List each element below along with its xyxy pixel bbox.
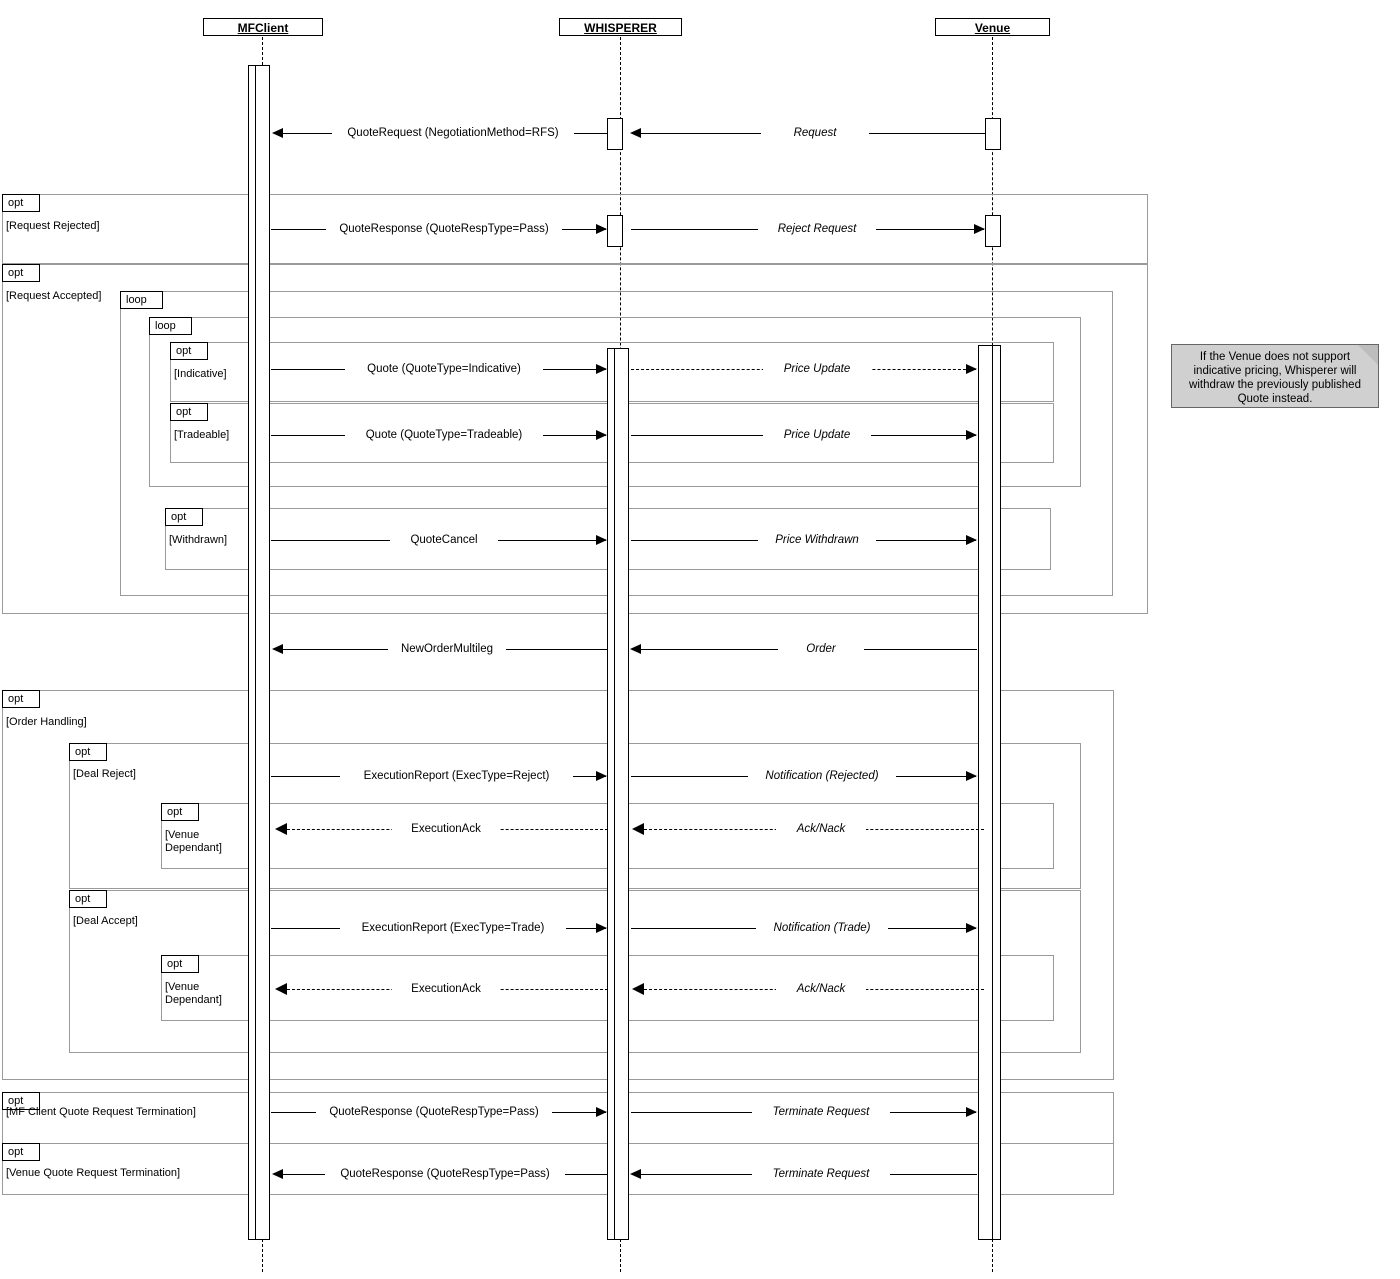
fragment-loop-inner-operator: loop	[149, 317, 192, 335]
message-label-notification-rejected: Notification (Rejected)	[748, 770, 896, 783]
message-arrow-acknack-reject	[632, 823, 644, 835]
message-arrow-quoteresponse-reject	[596, 224, 607, 234]
diagram-note: If the Venue does not support indicative pricing, Whisperer will withdraw the previously published Quote instead.	[1171, 344, 1379, 408]
activation-venue-2	[985, 215, 1001, 247]
message-arrow-quoteresponse-mfterm	[596, 1107, 607, 1117]
message-label-acknack-reject: Ack/Nack	[776, 823, 866, 836]
fragment-venue-termination-operator: opt	[2, 1143, 40, 1161]
fragment-deal-reject-operator: opt	[69, 743, 107, 761]
fragment-tradeable-condition: [Tradeable]	[174, 429, 230, 441]
fragment-mf-client-termination-operator: opt	[2, 1092, 40, 1110]
message-label-terminate-venueterm: Terminate Request	[752, 1168, 890, 1181]
message-arrow-quoterequest	[272, 128, 283, 138]
message-label-quoteresponse-venueterm: QuoteResponse (QuoteRespType=Pass)	[325, 1168, 565, 1181]
message-label-price-withdrawn: Price Withdrawn	[758, 534, 876, 547]
message-label-notification-trade: Notification (Trade)	[756, 922, 888, 935]
message-arrow-terminate-mfterm	[966, 1107, 977, 1117]
message-label-order: Order	[778, 643, 864, 656]
fragment-venue-dependant-accept-operator: opt	[161, 955, 199, 973]
fragment-request-accepted-operator: opt	[2, 264, 40, 282]
message-label-executionack-reject: ExecutionAck	[392, 823, 500, 836]
message-label-request: Request	[761, 127, 869, 140]
fragment-request-rejected-operator: opt	[2, 194, 40, 212]
participant-venue-label: Venue	[974, 21, 1011, 35]
fragment-request-accepted-condition: [Request Accepted]	[6, 290, 102, 302]
message-arrow-neworder	[272, 644, 283, 654]
message-label-price-update-indicative: Price Update	[763, 363, 871, 376]
message-arrow-order	[630, 644, 641, 654]
fragment-mf-client-termination-condition: [MF Client Quote Request Termination]	[6, 1106, 196, 1118]
activation-whisperer-2	[607, 215, 623, 247]
fragment-indicative-operator: opt	[170, 342, 208, 360]
participant-mfclient-label: MFClient	[237, 21, 289, 35]
message-arrow-execreport-reject	[596, 771, 607, 781]
message-arrow-terminate-venueterm	[630, 1169, 641, 1179]
message-arrow-price-update-indicative	[966, 364, 977, 374]
message-arrow-acknack-accept	[632, 983, 644, 995]
fragment-venue-termination-condition: [Venue Quote Request Termination]	[6, 1167, 181, 1179]
activation-venue-3-inner	[978, 345, 993, 1240]
fragment-venue-dependant-reject-operator: opt	[161, 803, 199, 821]
message-label-quote-tradeable: Quote (QuoteType=Tradeable)	[345, 429, 543, 442]
fragment-deal-accept-condition: [Deal Accept]	[73, 915, 138, 927]
fragment-order-handling-operator: opt	[2, 690, 40, 708]
message-label-neworder: NewOrderMultileg	[388, 643, 506, 656]
message-label-quoteresponse-mfterm: QuoteResponse (QuoteRespType=Pass)	[316, 1106, 552, 1119]
message-arrow-quote-indicative	[596, 364, 607, 374]
participant-whisperer-label: WHISPERER	[584, 21, 657, 35]
message-label-quotecancel: QuoteCancel	[390, 534, 498, 547]
fragment-request-rejected-condition: [Request Rejected]	[6, 220, 100, 232]
activation-whisperer-1	[607, 118, 623, 150]
message-arrow-quotecancel	[596, 535, 607, 545]
fragment-venue-dependant-accept-condition: [Venue Dependant]	[165, 981, 222, 1006]
message-arrow-notification-trade	[966, 923, 977, 933]
fragment-loop-outer-operator: loop	[120, 291, 163, 309]
message-arrow-notification-rejected	[966, 771, 977, 781]
fragment-venue-dependant-reject-condition: [Venue Dependant]	[165, 829, 222, 854]
message-arrow-quoteresponse-venueterm	[272, 1169, 283, 1179]
fragment-indicative-condition: [Indicative]	[174, 368, 227, 380]
message-arrow-price-update-tradeable	[966, 430, 977, 440]
participant-venue	[935, 18, 1050, 36]
message-label-execreport-trade: ExecutionReport (ExecType=Trade)	[340, 922, 566, 935]
message-label-quoteresponse-reject: QuoteResponse (QuoteRespType=Pass)	[326, 223, 562, 236]
message-label-executionack-accept: ExecutionAck	[392, 983, 500, 996]
fragment-deal-accept-operator: opt	[69, 890, 107, 908]
fragment-withdrawn-condition: [Withdrawn]	[169, 534, 228, 546]
message-arrow-quote-tradeable	[596, 430, 607, 440]
fragment-deal-reject-condition: [Deal Reject]	[73, 768, 136, 780]
message-label-acknack-accept: Ack/Nack	[776, 983, 866, 996]
message-label-execreport-reject: ExecutionReport (ExecType=Reject)	[340, 770, 573, 783]
message-arrow-executionack-accept	[275, 983, 287, 995]
message-arrow-executionack-reject	[275, 823, 287, 835]
fragment-tradeable-operator: opt	[170, 403, 208, 421]
message-label-price-update-tradeable: Price Update	[763, 429, 871, 442]
message-arrow-reject-request	[974, 224, 985, 234]
message-label-quote-indicative: Quote (QuoteType=Indicative)	[345, 363, 543, 376]
activation-venue-1	[985, 118, 1001, 150]
fragment-withdrawn-operator: opt	[165, 508, 203, 526]
fragment-order-handling-condition: [Order Handling]	[6, 716, 87, 728]
message-label-quoterequest: QuoteRequest (NegotiationMethod=RFS)	[332, 127, 574, 140]
activation-mfclient-inner	[255, 65, 270, 1240]
message-label-terminate-mfterm: Terminate Request	[752, 1106, 890, 1119]
message-arrow-execreport-trade	[596, 923, 607, 933]
message-label-reject-request: Reject Request	[758, 223, 876, 236]
participant-mfclient	[203, 18, 323, 36]
message-arrow-request	[630, 128, 641, 138]
message-arrow-price-withdrawn	[966, 535, 977, 545]
activation-whisperer-3-inner	[614, 348, 629, 1240]
participant-whisperer	[559, 18, 682, 36]
